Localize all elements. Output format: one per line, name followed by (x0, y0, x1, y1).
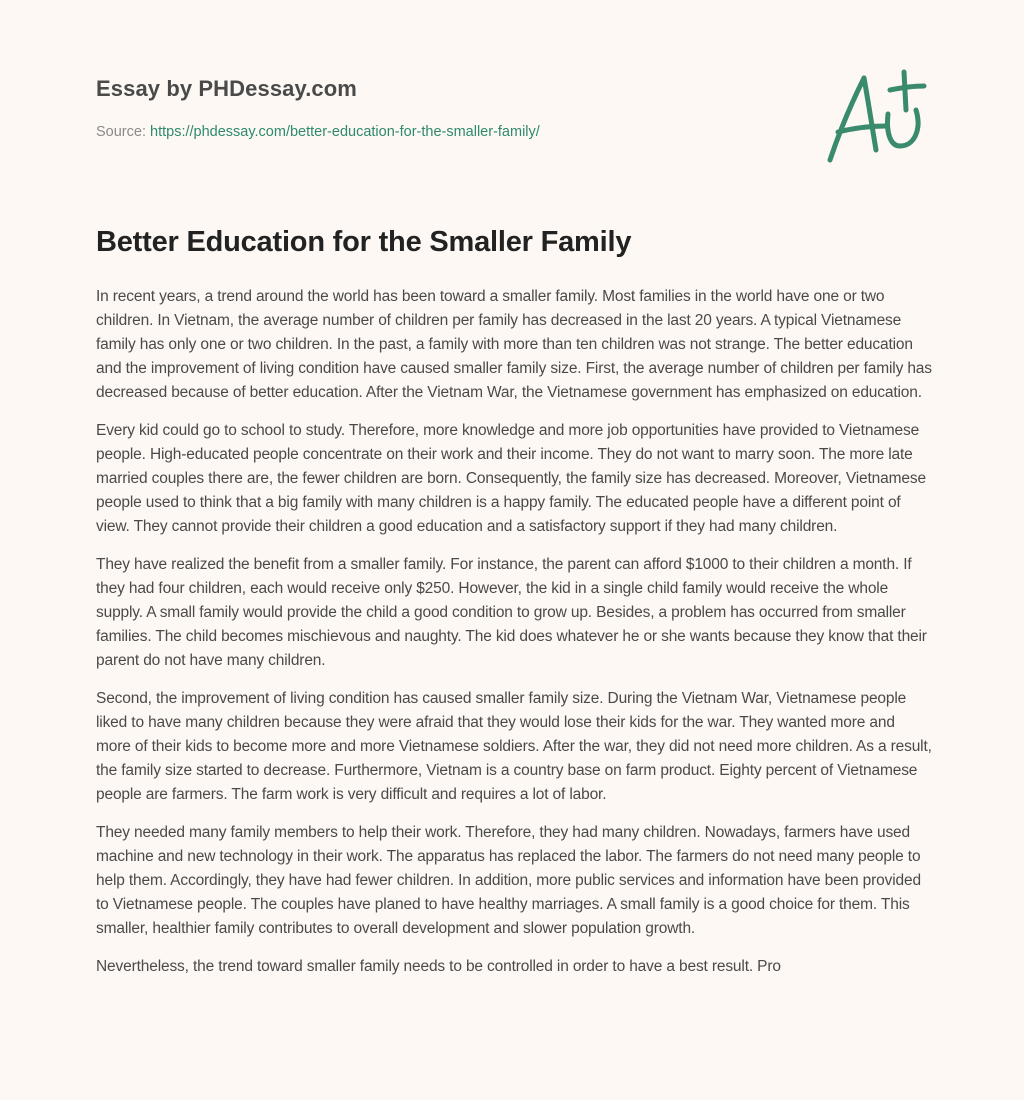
source-link[interactable]: https://phdessay.com/better-education-for-the-smaller-family/ (150, 124, 540, 140)
essay-paragraph: Second, the improvement of living condition has caused smaller family size. During the Vietnam War, Vietnamese people liked to have many children because they were afraid that they would lose their kids for the war. They wanted more and more of their kids to become more and more Vietnamese soldiers. After the war, they did not need more children. As a result, the family size started to decrease. Furthermore, Vietnam is a country base on farm product. Eighty percent of Vietnamese people are farmers. The farm work is very difficult and requires a lot of labor. (96, 690, 932, 803)
essay-paragraph: Nevertheless, the trend toward smaller family needs to be controlled in order to have a best result. Pro (96, 958, 781, 975)
essay-title: Better Education for the Smaller Family (96, 226, 632, 258)
page-header (96, 0, 928, 200)
essay-body (96, 285, 932, 993)
a-plus-logo-icon (824, 66, 928, 166)
source-line (96, 124, 540, 140)
source-label: Source: (96, 124, 146, 140)
essay-paragraph: In recent years, a trend around the world has been toward a smaller family. Most families in the world have one or two children. In Vietnam, the average number of children per family has decreased in the last 20 years. A typical Vietnamese family has only one or two children. In the past, a family with more than ten children was not strange. The better education and the improvement of living condition have caused smaller family size. First, the average number of children per family has decreased because of better education. After the Vietnam War, the Vietnamese government has emphasized on education. (96, 288, 932, 401)
essay-paragraph: They have realized the benefit from a smaller family. For instance, the parent can afford $1000 to their children a month. If they had four children, each would receive only $250. However, the kid in a single child family would receive the whole supply. A small family would provide the child a good condition to grow up. Besides, a problem has occurred from smaller families. The child becomes mischievous and naughty. The kid does whatever he or she wants because they know that their parent do not have many children. (96, 556, 927, 669)
essay-paragraph: Every kid could go to school to study. Therefore, more knowledge and more job opportunities have provided to Vietnamese people. High-educated people concentrate on their work and their income. They do not want to marry soon. The more late married couples there are, the fewer children are born. Consequently, the family size has decreased. Moreover, Vietnamese people used to think that a big family with many children is a happy family. The educated people have a different point of view. They cannot provide their children a good education and a satisfactory support if they had many children. (96, 422, 926, 535)
site-title: Essay by PHDessay.com (96, 76, 357, 101)
essay-paragraph: They needed many family members to help their work. Therefore, they had many children. Nowadays, farmers have used machine and new technology in their work. The apparatus has replaced the labor. The farmers do not need many people to help them. Accordingly, they have had fewer children. In addition, more public services and information have been provided to Vietnamese people. The couples have planed to have healthy marriages. A small family is a good choice for them. This smaller, healthier family contributes to overall development and slower population growth. (96, 824, 921, 937)
